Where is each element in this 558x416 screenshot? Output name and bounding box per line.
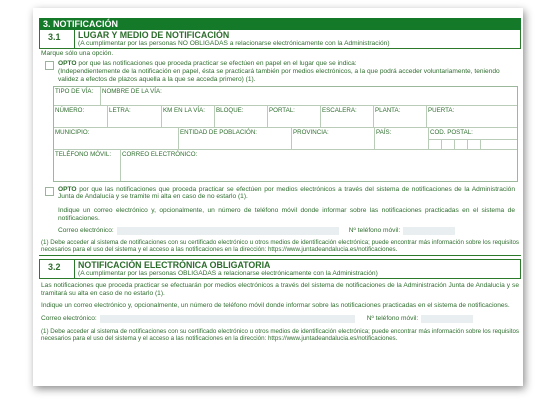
option-electronic-text: [58, 186, 515, 235]
label-correo: CORREO ELECTRÓNICO:: [122, 150, 198, 158]
phone-field[interactable]: [421, 315, 473, 323]
option-electronic-checkbox[interactable]: [45, 187, 54, 196]
option-paper: [39, 57, 521, 83]
grid-line: [54, 105, 517, 106]
grid-line: [267, 105, 268, 127]
option-electronic-indicate: Indique un correo electrónico y, opcionalmente, un número de teléfono móvil donde informar sobre las notificaciones practicadas en el sistema de notificaciones.: [58, 207, 515, 223]
subsection-3-2-header: [39, 259, 521, 279]
label-cod-postal: COD. POSTAL:: [430, 128, 473, 136]
footnote-1: (1) Debe acceder al sistema de notificaciones con su certificado electrónico u otros medios de identificación electrónica; puede encontrar más información sobre los requisitos necesarios para el uso del sistema y el acceso a las notificaciones en la dirección: https://www.juntadeandalucia.es/notificaciones.: [39, 235, 521, 256]
label-numero: NÚMERO:: [55, 106, 85, 114]
grid-line: [454, 139, 455, 149]
form-sheet: [33, 8, 523, 386]
option-paper-detail: (Independientemente de la notificación en papel, ésta se practicará también por medios electrónicos, a la que podrá acceder voluntariamente, teniendo validez a efectos de plazos aquella a la que se acceda primero) (1).: [58, 68, 500, 83]
grid-line: [291, 127, 292, 149]
subsection-number: 3.2: [48, 262, 61, 273]
contact-row-1: [58, 227, 515, 235]
grid-line: [161, 105, 162, 127]
section-title: 3. NOTIFICACIÓN: [39, 18, 521, 30]
grid-line: [54, 149, 517, 150]
subsection-subtitle: (A cumplimentar por las personas NO OBLIGADAS a relacionarse electrónicamente con la Administración): [78, 40, 390, 47]
contact-row-2: [39, 310, 521, 323]
grid-line: [426, 105, 427, 127]
form-content: [39, 18, 521, 343]
phone-label: Nº teléfono móvil:: [348, 226, 401, 234]
grid-line: [100, 87, 101, 105]
label-bloque: BLOQUE:: [216, 106, 244, 114]
grid-line: [441, 139, 442, 149]
subsection-3-1-header: [39, 30, 521, 49]
subsection-title-block: [74, 30, 520, 48]
option-electronic-main: por que las notificaciones que proceda practicar se efectúen por medios electrónicos a través del sistema de notificaciones de la Administración Junta de Andalucía y se tramite mi alta en caso de no estarlo (1).: [58, 185, 515, 201]
phone-label: Nº teléfono móvil:: [366, 315, 419, 323]
grid-line: [480, 139, 481, 149]
option-electronic: [39, 182, 521, 235]
grid-line: [120, 149, 121, 181]
label-tipo-via: TIPO DE VÍA:: [55, 87, 94, 95]
option-paper-checkbox[interactable]: [45, 61, 54, 70]
mandatory-text-2: Indique un correo electrónico y, opcionalmente, un número de teléfono móvil donde informar sobre las notificaciones practicadas en el sistema de notificaciones.: [41, 302, 510, 310]
phone-field[interactable]: [403, 227, 455, 235]
label-entidad: ENTIDAD DE POBLACIÓN:: [180, 128, 258, 136]
grid-line: [214, 105, 215, 127]
subsection-subtitle: (A cumplimentar por las personas OBLIGADAS a relacionarse electrónicamente con la Administración): [78, 270, 378, 278]
label-pais: PAÍS:: [376, 128, 392, 136]
label-municipio: MUNICIPIO:: [55, 128, 90, 136]
option-paper-text: [58, 60, 515, 83]
grid-line: [467, 139, 468, 149]
grid-line: [54, 127, 517, 128]
option-paper-bold: OPTO: [58, 60, 77, 68]
grid-line: [320, 105, 321, 127]
grid-line: [373, 105, 374, 127]
email-field[interactable]: [100, 315, 355, 323]
label-portal: PORTAL:: [269, 106, 295, 114]
label-km: KM EN LA VÍA:: [163, 106, 205, 114]
option-electronic-bold: OPTO: [58, 185, 77, 193]
label-planta: PLANTA:: [375, 106, 401, 114]
subsection-title-block: [74, 260, 520, 278]
address-grid: [53, 86, 518, 182]
label-nombre-via: NOMBRE DE LA VÍA:: [102, 87, 162, 95]
email-label: Correo electrónico:: [41, 315, 97, 323]
email-label: Correo electrónico:: [58, 226, 114, 234]
grid-line: [428, 127, 429, 149]
mark-one-text: Marque sólo una opción.: [41, 49, 114, 57]
mandatory-text-1: Las notificaciones que proceda practicar se efectuarán por medios electrónicos a través del sistema de notificaciones de la Administración Junta de Andalucía y se tramitará su alta en caso de no estarlo (1).: [41, 281, 519, 297]
subsection-title: LUGAR Y MEDIO DE NOTIFICACIÓN: [78, 30, 230, 40]
label-letra: LETRA:: [109, 106, 131, 114]
option-paper-main: por que las notificaciones que proceda practicar se efectúen en papel en el lugar que se indica:: [76, 60, 357, 68]
email-field[interactable]: [117, 227, 339, 235]
subsection-number: 3.1: [48, 32, 61, 42]
label-escalera: ESCALERA:: [322, 106, 357, 114]
grid-line: [107, 105, 108, 127]
footnote-2: (1) Debe acceder al sistema de notificaciones con su certificado electrónico u otros medios de identificación electrónica; puede encontrar más información sobre los requisitos necesarios para el uso del sistema y el acceso a las notificaciones en la dirección: https://www.juntadeandalucia.es/notificaciones.: [41, 328, 519, 343]
subsection-title: NOTIFICACIÓN ELECTRÓNICA OBLIGATORIA: [78, 260, 271, 271]
label-provincia: PROVINCIA:: [293, 128, 329, 136]
grid-line: [178, 127, 179, 149]
grid-line: [374, 127, 375, 149]
label-telefono: TELÉFONO MÓVIL:: [55, 150, 112, 158]
label-puerta: PUERTA:: [428, 106, 455, 114]
